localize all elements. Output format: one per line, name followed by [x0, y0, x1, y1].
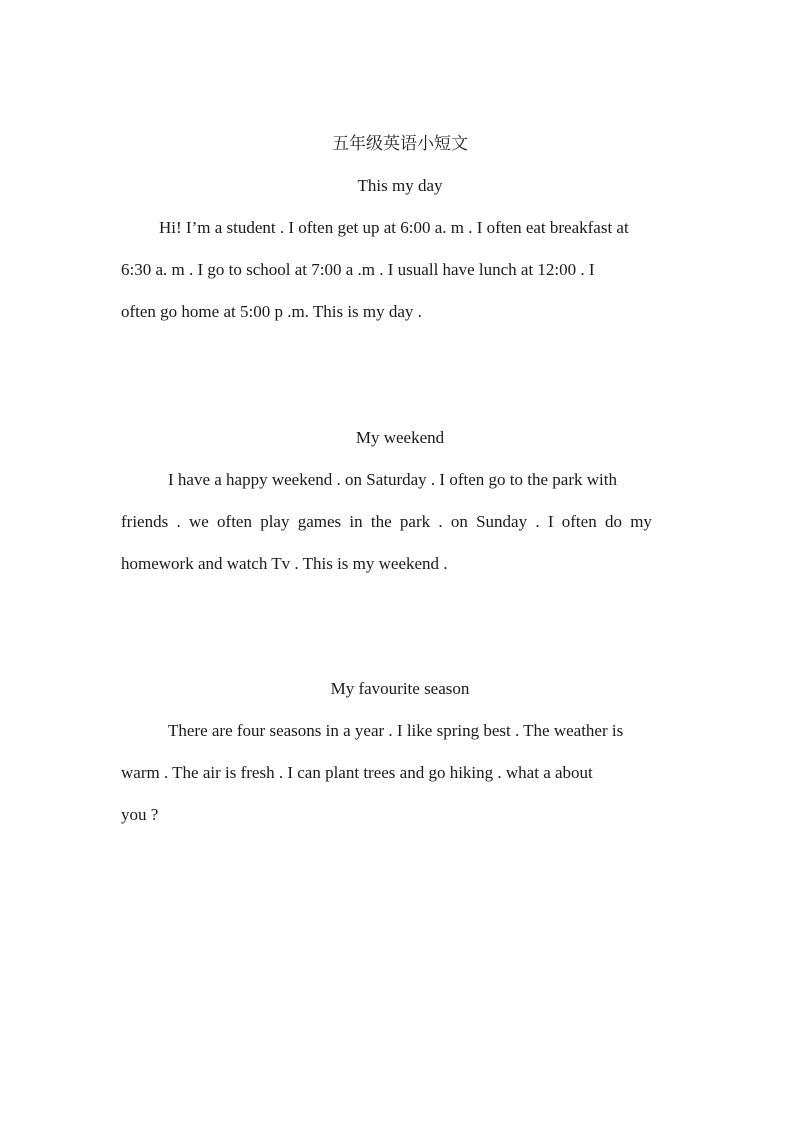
section-paragraph: [121, 459, 681, 585]
section-heading: My weekend: [355, 428, 445, 447]
paragraph-line: you ?: [121, 805, 159, 824]
paragraph-line: friends . we often play games in the park . on Sunday . I often do my: [121, 512, 652, 531]
paragraph-line: Hi! I’m a student . I often get up at 6:00 a. m . I often eat breakfast at: [159, 218, 629, 237]
section-paragraph: [121, 710, 681, 836]
paragraph-line: 6:30 a. m . I go to school at 7:00 a .m . I usuall have lunch at 12:00 . I: [121, 260, 595, 279]
section-heading: This my day: [357, 176, 443, 195]
paragraph-line: There are four seasons in a year . I like spring best . The weather is: [168, 721, 624, 740]
page-title: 五年级英语小短文: [332, 134, 468, 154]
section-heading: My favourite season: [330, 679, 470, 698]
paragraph-line: I have a happy weekend . on Saturday . I often go to the park with: [168, 470, 617, 489]
section-paragraph: [121, 207, 681, 333]
paragraph-line: often go home at 5:00 p .m. This is my day .: [121, 302, 422, 321]
paragraph-line: homework and watch Tv . This is my weekend .: [121, 554, 448, 573]
paragraph-line: warm . The air is fresh . I can plant trees and go hiking . what a about: [121, 763, 593, 782]
